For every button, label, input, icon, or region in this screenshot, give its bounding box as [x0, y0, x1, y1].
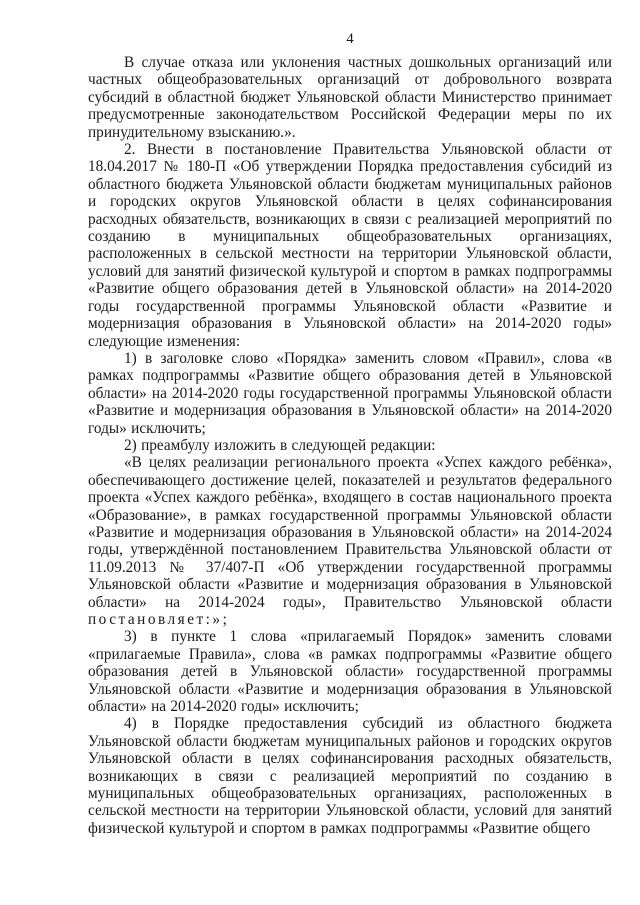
page-number: 4 — [346, 31, 354, 47]
preamble-text: «В целях реализации регионального проекта «Успех каждого ребёнка», обеспечивающего достижение целей, показателей и результатов федерального проекта «Успех каждого ребёнка», входящего в состав национального проекта «Образование», в рамках государственной программы Ульяновской области «Развитие и модернизация образования в Ульяновской области» на 2014-2024 годы, утверждённой постановлением Правительства Ульяновской области от 11.09.2013 № 37/407-П «Об утверждении государственной программы Ульяновской области «Развитие и модернизация образования в Ульяновской области» на 2014-2024 годы», Правительство Ульяновской области — [88, 454, 612, 611]
preamble-resolves: постановляет:»; — [88, 611, 230, 628]
paragraph-subitem-1: 1) в заголовке слово «Порядка» заменить словом «Правил», слова «в рамках подпрограммы «Развитие общего образования детей в Ульяновской области» на 2014-2020 годы государственной программы Ульяновской области «Развитие и модернизация образования в Ульяновской области» на 2014-2020 годы» исключить; — [88, 349, 612, 437]
paragraph-subitem-3: 3) в пункте 1 слова «прилагаемый Порядок» заменить словами «прилагаемые Правила», слова «в рамках подпрограммы «Развитие общего образования детей в Ульяновской области» государственной программы Ульяновской области «Развитие и модернизация образования в Ульяновской области» на 2014-2020 годы» исключить; — [88, 628, 612, 716]
paragraph-preamble — [88, 454, 612, 628]
paragraph-refund-clause: В случае отказа или уклонения частных дошкольных организаций или частных общеобразовательных организаций от добровольного возврата субсидий в областной бюджет Ульяновской области Министерство принимает предусмотренные законодательством Российской Федерации меры по их принудительному взысканию.». — [88, 54, 612, 141]
paragraph-item-2: 2. Внести в постановление Правительства Ульяновской области от 18.04.2017 № 180-П «Об утверждении Порядка предоставления субсидий из областного бюджета Ульяновской области бюджетам муниципальных районов и городских округов Ульяновской области в целях софинансирования расходных обязательств, возникающих в связи с реализацией мероприятий по созданию в муниципальных общеобразовательных организациях, расположенных в сельской местности на территории Ульяновской области, условий для занятий физической культурой и спортом в рамках подпрограммы «Развитие общего образования детей в Ульяновской области» на 2014-2020 годы государственной программы Ульяновской области «Развитие и модернизация образования в Ульяновской области» на 2014-2020 годы» следующие изменения: — [88, 141, 612, 350]
paragraph-subitem-2: 2) преамбулу изложить в следующей редакции: — [124, 436, 436, 454]
paragraph-subitem-4: 4) в Порядке предоставления субсидий из областного бюджета Ульяновской области бюджетам муниципальных районов и городских округов Ульяновской области в целях софинансирования расходных обязательств, возникающих в связи с реализацией мероприятий по созданию в муниципальных общеобразовательных организациях, расположенных в сельской местности на территории Ульяновской области, условий для занятий физической культурой и спортом в рамках подпрограммы «Развитие общего — [88, 715, 612, 837]
